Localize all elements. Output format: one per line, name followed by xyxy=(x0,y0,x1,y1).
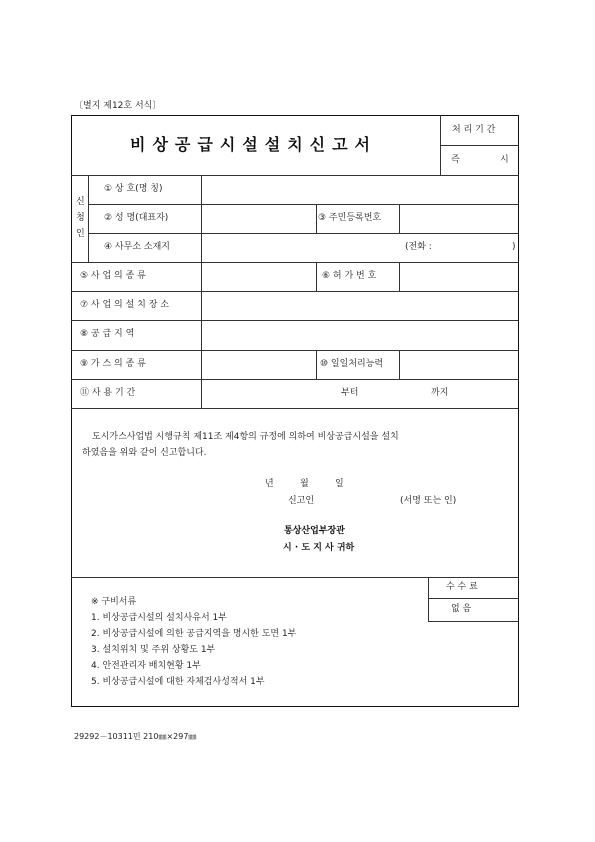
addressee-governor: 시 · 도 지 사 귀하 xyxy=(283,543,355,553)
processing-period-value-right: 시 xyxy=(500,155,509,165)
required-doc-item: 3. 설치위치 및 주위 상황도 1부 xyxy=(91,645,216,655)
daily-capacity-field[interactable] xyxy=(400,351,518,379)
install-place-label: ⑦ 사 업 의 설 치 장 소 xyxy=(80,300,169,310)
date-month: 월 xyxy=(300,479,309,489)
daily-capacity-label: ⑩ 일일처리능력 xyxy=(320,359,384,369)
install-place-field[interactable] xyxy=(202,292,518,320)
permit-number-field[interactable] xyxy=(400,263,518,291)
business-type-field[interactable] xyxy=(202,263,316,291)
required-doc-item: 5. 비상공급시설에 대한 자체검사성적서 1부 xyxy=(91,677,265,687)
signature-label: (서명 또는 인) xyxy=(400,496,457,506)
required-docs-heading: ※ 구비서류 xyxy=(91,597,137,607)
applicant-label-2: 청 xyxy=(76,213,85,223)
fee-label: 수 수 료 xyxy=(446,582,478,592)
reporter-label: 신고인 xyxy=(288,496,315,506)
company-name-label: ① 상 호(명 칭) xyxy=(104,184,163,194)
declaration-line-1: 도시가스사업법 시행규칙 제11조 제4항의 규정에 의하여 비상공급시설을 설치 xyxy=(92,432,399,442)
resident-number-field[interactable] xyxy=(400,205,518,233)
footer-code: 29292－10311민 210㎜×297㎜ xyxy=(74,732,197,741)
resident-number-label: ③ 주민등록번호 xyxy=(318,213,382,223)
supply-area-label: ⑧ 공 급 지 역 xyxy=(80,329,135,339)
name-field[interactable] xyxy=(202,205,316,233)
form-number: 〔별지 제12호 서식〕 xyxy=(74,101,162,111)
usage-period-to: 까지 xyxy=(431,388,449,398)
fee-value: 없 음 xyxy=(451,604,472,614)
gas-type-field[interactable] xyxy=(202,351,316,379)
required-doc-item: 2. 비상공급시설에 의한 공급지역을 명시한 도면 1부 xyxy=(91,629,297,639)
phone-close: ) xyxy=(512,242,516,252)
address-field[interactable] xyxy=(202,234,518,262)
date-day: 일 xyxy=(335,479,344,489)
business-type-label: ⑤ 사 업 의 종 류 xyxy=(80,271,146,281)
required-doc-item: 4. 안전관리자 배치현황 1부 xyxy=(91,661,201,671)
phone-label: (전화 : xyxy=(405,242,432,252)
form-title: 비상공급시설설치신고서 xyxy=(130,135,378,154)
usage-period-from: 부터 xyxy=(341,388,359,398)
required-doc-item: 1. 비상공급시설의 설치사유서 1부 xyxy=(91,613,227,623)
usage-period-field[interactable] xyxy=(202,380,518,408)
processing-period-value-left: 즉 xyxy=(451,155,460,165)
gas-type-label: ⑨ 가 스 의 종 류 xyxy=(80,359,146,369)
applicant-label-1: 신 xyxy=(76,197,85,207)
applicant-label-3: 인 xyxy=(76,229,85,239)
declaration-line-2: 하였음을 위와 같이 신고합니다. xyxy=(82,448,207,458)
address-label: ④ 사무소 소재지 xyxy=(104,242,170,252)
supply-area-field[interactable] xyxy=(202,321,518,350)
name-label: ② 성 명(대표자) xyxy=(104,213,169,223)
usage-period-label: ⑪ 사 용 기 간 xyxy=(80,388,136,398)
company-name-field[interactable] xyxy=(202,176,518,204)
processing-period-label: 처 리 기 간 xyxy=(452,125,496,135)
addressee-minister: 통상산업부장관 xyxy=(284,526,345,536)
date-year: 년 xyxy=(265,479,274,489)
permit-number-label: ⑥ 허 가 번 호 xyxy=(322,271,377,281)
